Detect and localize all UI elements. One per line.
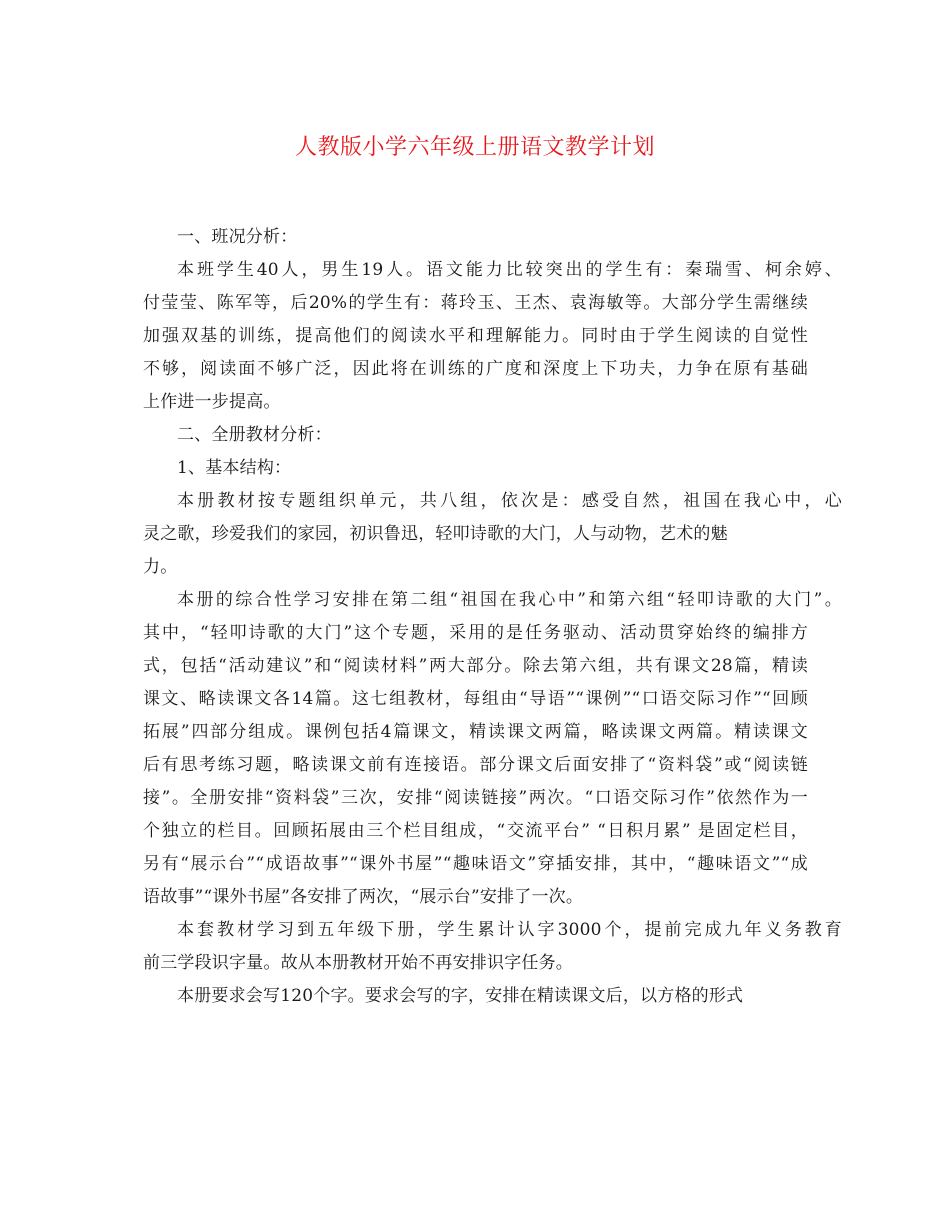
paragraph-line: 课文、略读课文各14篇。这七组教材，每组由“导语”“课例”“口语交际习作”“回顾 xyxy=(143,689,808,709)
paragraph-line: 式，包括“活动建议”和“阅读材料”两大部分。除去第六组，共有课文28篇，精读 xyxy=(143,656,808,676)
paragraph-line: 后有思考练习题，略读课文前有连接语。部分课文后面安排了“资料袋”或“阅读链 xyxy=(143,755,808,775)
subsection-heading: 1、基本结构： xyxy=(177,458,292,478)
paragraph-line: 加强双基的训练，提高他们的阅读水平和理解能力。同时由于学生阅读的自觉性 xyxy=(143,326,808,346)
section-heading: 二、全册教材分析： xyxy=(177,425,332,445)
paragraph-line: 本班学生40人，男生19人。语文能力比较突出的学生有：秦瑞雪、柯余婷、 xyxy=(177,260,842,280)
document-body xyxy=(143,221,842,1013)
section-heading: 一、班况分析： xyxy=(177,227,298,247)
paragraph-line: 灵之歌，珍爱我们的家园，初识鲁迅，轻叩诗歌的大门，人与动物，艺术的魅 xyxy=(143,524,728,544)
paragraph-line: 其中，“轻叩诗歌的大门”这个专题，采用的是任务驱动、活动贯穿始终的编排方 xyxy=(143,623,808,643)
paragraph-line: 付莹莹、陈军等，后20%的学生有：蒋玲玉、王杰、袁海敏等。大部分学生需继续 xyxy=(143,293,808,313)
paragraph-line: 本套教材学习到五年级下册，学生累计认字3000个，提前完成九年义务教育 xyxy=(177,920,842,940)
paragraph-line: 拓展”四部分组成。课例包括4篇课文，精读课文两篇，略读课文两篇。精读课文 xyxy=(143,722,808,742)
paragraph-line: 接”。全册安排“资料袋”三次，安排“阅读链接”两次。“口语交际习作”依然作为一 xyxy=(143,788,808,808)
paragraph-line: 个独立的栏目。回顾拓展由三个栏目组成，“交流平台” “日积月累” 是固定栏目， xyxy=(143,821,808,841)
document-title: 人教版小学六年级上册语文教学计划 xyxy=(294,135,655,160)
paragraph-line: 本册要求会写120个字。要求会写的字，安排在精读课文后，以方格的形式 xyxy=(177,986,744,1006)
paragraph-line: 不够，阅读面不够广泛，因此将在训练的广度和深度上下功夫，力争在原有基础 xyxy=(143,359,808,379)
paragraph-line: 本册的综合性学习安排在第二组“祖国在我心中”和第六组“轻叩诗歌的大门”。 xyxy=(177,590,842,610)
paragraph-line: 语故事”“课外书屋”各安排了两次，“展示台”安排了一次。 xyxy=(143,887,584,907)
paragraph-line: 力。 xyxy=(143,557,178,577)
paragraph-line: 上作进一步提高。 xyxy=(143,392,281,412)
paragraph-line: 另有“展示台”“成语故事”“课外书屋”“趣味语文”穿插安排，其中，“趣味语文”“成 xyxy=(143,854,808,874)
paragraph-line: 本册教材按专题组织单元，共八组，依次是：感受自然，祖国在我心中，心 xyxy=(177,491,842,511)
paragraph-line: 前三学段识字量。故从本册教材开始不再安排识字任务。 xyxy=(143,953,573,973)
